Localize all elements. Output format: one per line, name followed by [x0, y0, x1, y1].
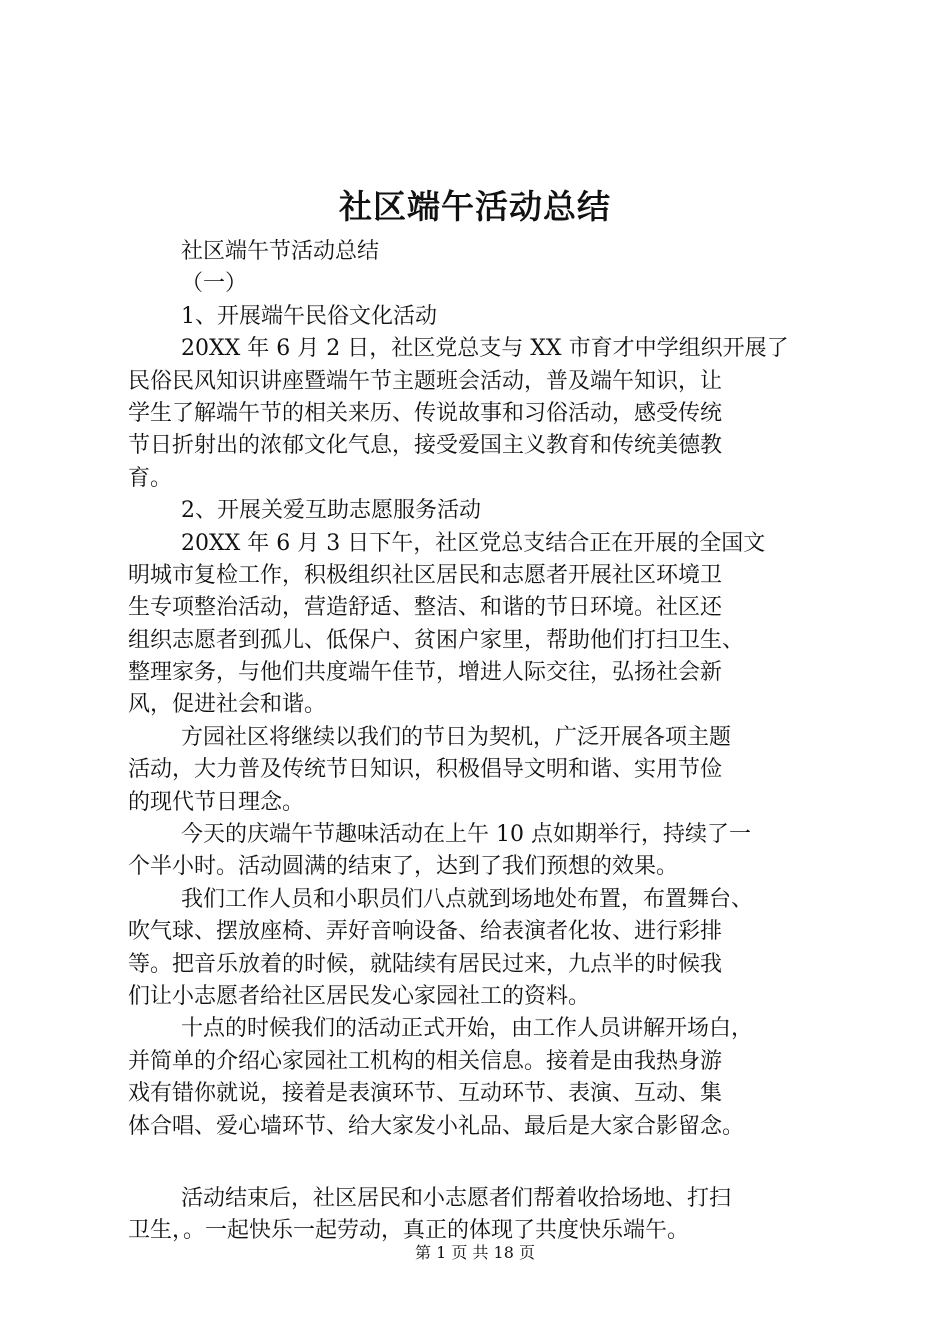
text-line: 育。	[128, 465, 173, 491]
page-footer: 第 1 页 共 18 页	[415, 1243, 535, 1262]
text-line: 十点的时候我们的活动正式开始，由工作人员讲解开场白，	[181, 1016, 754, 1042]
text-line: 并简单的介绍心家园社工机构的相关信息。接着是由我热身游	[128, 1048, 723, 1074]
text-line: （一）	[181, 271, 248, 297]
text-line: 节日折射出的浓郁文化气息，接受爱国主义教育和传统美德教	[128, 433, 723, 459]
document-title: 社区端午活动总结	[339, 187, 611, 226]
text-line: 戏有错你就说，接着是表演环节、互动环节、表演、互动、集	[128, 1081, 723, 1107]
text-line: 我们工作人员和小职员们八点就到场地处布置，布置舞台、	[181, 886, 754, 912]
text-line: 民俗民风知识讲座暨端午节主题班会活动，普及端午知识，让	[128, 368, 723, 394]
document-body	[128, 236, 834, 1248]
text-line: 个半小时。活动圆满的结束了，达到了我们预想的效果。	[128, 854, 679, 880]
text-line: 吹气球、摆放座椅、弄好音响设备、给表演者化妆、进行彩排	[128, 919, 723, 945]
text-line: 等。把音乐放着的时候，就陆续有居民过来，九点半的时候我	[128, 951, 723, 977]
text-line: 活动结束后，社区居民和小志愿者们帮着收拾场地、打扫	[181, 1185, 732, 1211]
text-line: 风，促进社会和谐。	[128, 692, 327, 718]
text-line: 整理家务，与他们共度端午佳节，增进人际交往，弘扬社会新	[128, 660, 723, 686]
text-line: 今天的庆端午节趣味活动在上午 10 点如期举行，持续了一	[181, 822, 751, 848]
text-line: 方园社区将继续以我们的节日为契机，广泛开展各项主题	[181, 724, 732, 750]
text-line: 们让小志愿者给社区居民发心家园社工的资料。	[128, 983, 591, 1009]
text-line: 卫生，。一起快乐一起劳动，真正的体现了共度快乐端午。	[128, 1218, 690, 1244]
text-line: 学生了解端午节的相关来历、传说故事和习俗活动，感受传统	[128, 400, 723, 426]
text-line: 2、开展关爱互助志愿服务活动	[181, 498, 481, 524]
text-line: 20XX 年 6 月 2 日，社区党总支与 XX 市育才中学组织开展了	[181, 336, 789, 362]
text-line: 社区端午节活动总结	[181, 239, 380, 264]
text-line: 活动，大力普及传统节日知识，积极倡导文明和谐、实用节俭	[128, 757, 723, 783]
text-line: 生专项整治活动，营造舒适、整洁、和谐的节日环境。社区还	[128, 595, 723, 621]
paragraph-gap	[128, 1143, 834, 1183]
text-line: 1、开展端午民俗文化活动	[181, 303, 437, 329]
text-line: 组织志愿者到孤儿、低保户、贫困户家里，帮助他们打扫卫生、	[128, 627, 745, 653]
text-line: 体合唱、爱心墙环节、给大家发小礼品、最后是大家合影留念。	[128, 1113, 745, 1139]
text-line: 20XX 年 6 月 3 日下午，社区党总支结合正在开展的全国文	[181, 530, 766, 556]
text-line: 明城市复检工作，积极组织社区居民和志愿者开展社区环境卫	[128, 562, 723, 588]
text-line: 的现代节日理念。	[128, 789, 305, 815]
